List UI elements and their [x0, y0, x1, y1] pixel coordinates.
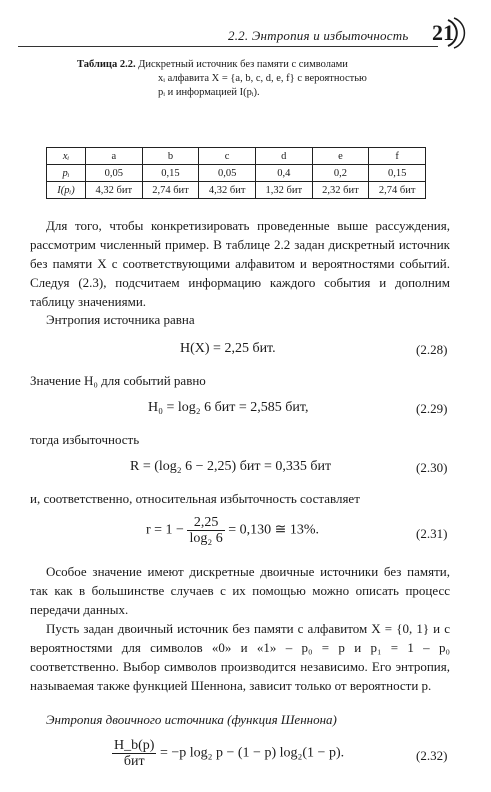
paragraph-binary-source-def: Пусть задан двоичный источник без памяти с алфавитом X = {0, 1} и с вероятностями для символов «0» и «1» – p₀ = p и p₁ = 1 – p₀ соответственно. Выбор символов производится независимо. Его энтропия, называемая также функцией Шеннона, зависит только от вероятности p.: [30, 621, 450, 693]
equation-number: (2.29): [416, 401, 448, 416]
probability-cell: 0,15: [369, 165, 426, 182]
caption-label: Таблица 2.2.: [77, 59, 136, 70]
information-cell: 4,32 бит: [86, 182, 143, 199]
equation-number: (2.28): [416, 342, 448, 357]
paragraph-entropy-intro: Энтропия источника равна: [46, 312, 195, 327]
probability-cell: 0,15: [142, 165, 199, 182]
information-cell: 4,32 бит: [199, 182, 256, 199]
symbol-cell: f: [369, 148, 426, 165]
equation-number: (2.30): [416, 460, 448, 475]
row-header: xᵢ: [47, 148, 86, 165]
running-header: 2.2. Энтропия и избыточность: [228, 28, 409, 43]
information-cell: 2,74 бит: [142, 182, 199, 199]
eq232-denominator: бит: [123, 754, 145, 769]
table-row: [47, 148, 426, 165]
equation-2-30: R = (log₂ 6 − 2,25) бит = 0,335 бит: [130, 459, 332, 474]
eq231-right: = 0,130 ≅ 13%.: [228, 522, 320, 538]
paragraph-h0-intro: Значение H₀ для событий равно: [30, 373, 206, 388]
eq231-left: r = 1 −: [146, 522, 184, 538]
symbol-cell: d: [255, 148, 312, 165]
eq231-numerator: 2,25: [187, 515, 224, 531]
equation-2-28: H(X) = 2,25 бит.: [180, 341, 276, 356]
caption-line-1: Дискретный источник без памяти с символами: [138, 59, 348, 70]
table-row: [47, 165, 426, 182]
row-header: pᵢ: [47, 165, 86, 182]
header-rule: [18, 46, 438, 47]
eq232-numerator: H_b(p): [114, 738, 155, 753]
symbol-cell: c: [199, 148, 256, 165]
eq232-right: = −p log₂ p − (1 − p) log₂(1 − p).: [159, 745, 345, 761]
paragraph-example: Для того, чтобы конкретизировать проведенные выше рассуждения, рассмотрим численный пример. В таблице 2.2 задан дискретный источник без памяти X с соответствующими алфавитом и вероятностями событий. Следуя (2.3), подсчитаем информацию каждого события и дополним таблицу значениями.: [30, 218, 450, 309]
table-caption: [77, 58, 417, 100]
page-number: 21: [432, 20, 454, 45]
caption-line-2: xᵢ алфавита X = {a, b, c, d, e, f} с вероятностью: [158, 73, 367, 84]
probability-cell: 0,4: [255, 165, 312, 182]
eq231-denominator: log₂ 6: [189, 531, 223, 546]
equation-number: (2.32): [416, 748, 448, 763]
paragraph-relative-redundancy-intro: и, соответственно, относительная избыточность составляет: [30, 491, 360, 506]
table-row: [47, 182, 426, 199]
equation-number: (2.31): [416, 526, 448, 541]
information-cell: 1,32 бит: [255, 182, 312, 199]
information-cell: 2,74 бит: [369, 182, 426, 199]
section-heading: Энтропия двоичного источника (функция Шеннона): [46, 712, 337, 727]
caption-line-3: pᵢ и информацией I(pᵢ).: [158, 87, 260, 98]
symbol-cell: a: [86, 148, 143, 165]
equation-2-31: [146, 515, 319, 546]
probability-cell: 0,2: [312, 165, 369, 182]
paragraph-redundancy-intro: тогда избыточность: [30, 432, 140, 447]
probability-cell: 0,05: [199, 165, 256, 182]
equation-2-32: [112, 738, 344, 769]
information-cell: 2,32 бит: [312, 182, 369, 199]
row-header: I(pᵢ): [47, 182, 86, 199]
probability-table: [46, 147, 426, 199]
symbol-cell: b: [142, 148, 199, 165]
eq232-fraction: [112, 738, 156, 769]
probability-cell: 0,05: [86, 165, 143, 182]
eq231-fraction: [187, 515, 224, 546]
equation-2-29: H₀ = log₂ 6 бит = 2,585 бит,: [148, 400, 309, 415]
paragraph-binary-sources: Особое значение имеют дискретные двоичные источники без памяти, так как в большинстве случаев с их помощью можно описать процесс передачи данных.: [30, 564, 450, 617]
symbol-cell: e: [312, 148, 369, 165]
